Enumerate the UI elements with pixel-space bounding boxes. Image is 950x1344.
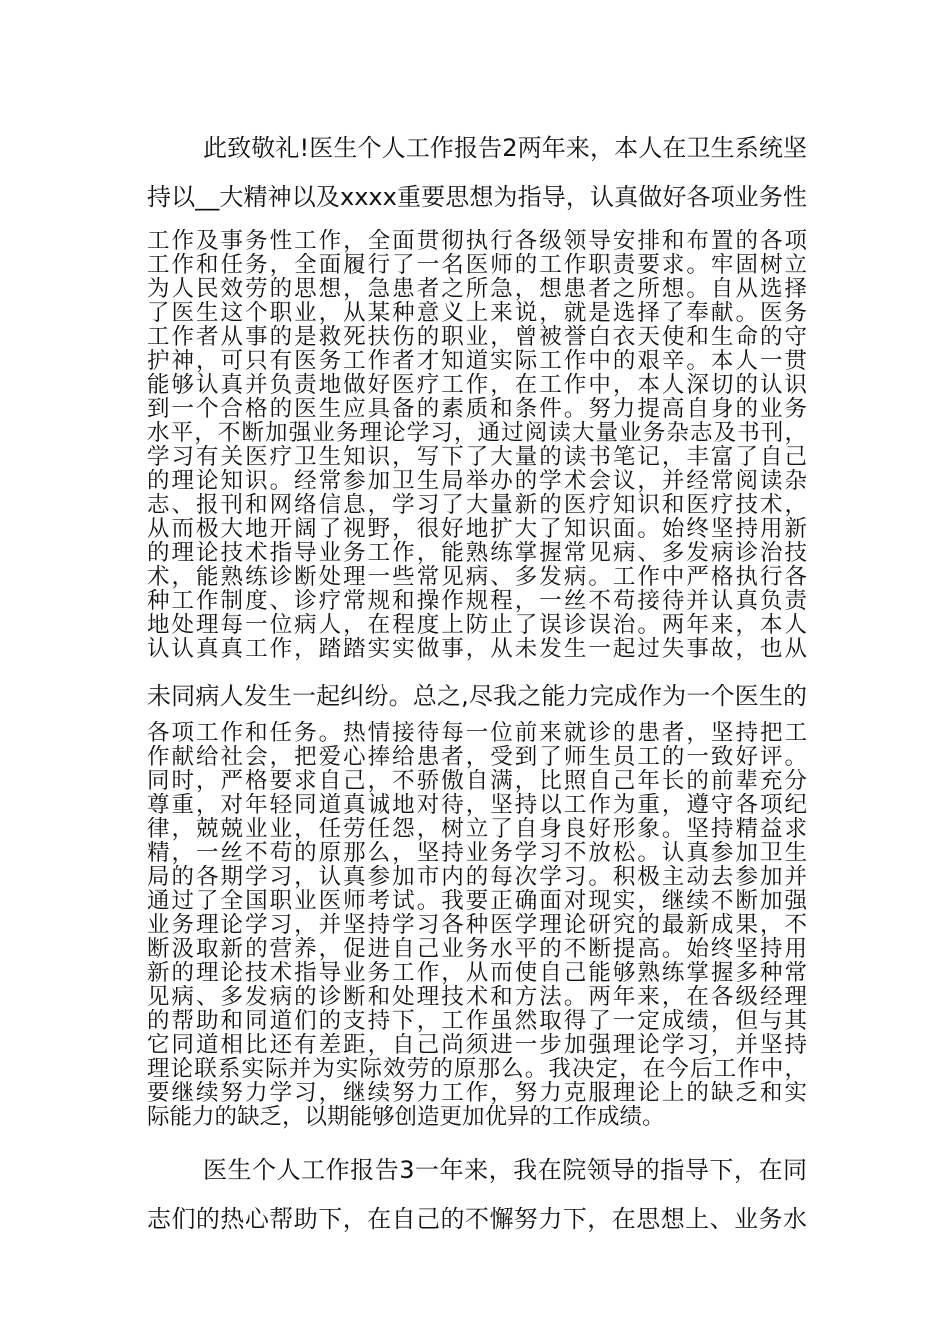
text-line: 的理论知识。经常参加卫生局举办的学术会议，并经常阅读杂: [147, 469, 807, 493]
text-line: 医生个人工作报告3一年来，我在院领导的指导下，在同: [203, 1156, 807, 1184]
text-line: 了医生这个职业，从某种意义上来说，就是选择了奉献。医务: [147, 301, 807, 325]
text-line: 为人民效劳的思想，急患者之所急，想患者之所想。自从选择: [147, 277, 807, 301]
text-line: 工作及事务性工作，全面贯彻执行各级领导安排和布置的各项: [147, 229, 807, 253]
text-line: 局的各期学习，认真参加市内的每次学习。积极主动去参加并: [147, 865, 807, 889]
text-line: 的帮助和同道们的支持下，工作虽然取得了一定成绩，但与其: [147, 1009, 807, 1033]
text-line: 未同病人发生一起纠纷。总之,尽我之能力完成作为一个医生的: [147, 682, 807, 710]
text-line: 护神，可只有医务工作者才知道实际工作中的艰辛。本人一贯: [147, 349, 807, 373]
text-line: 到一个合格的医生应具备的素质和条件。努力提高自身的业务: [147, 397, 807, 421]
text-line: 地处理每一位病人，在程度上防止了误诊误治。两年来，本人: [147, 613, 807, 637]
text-line: 学习有关医疗卫生知识，写下了大量的读书笔记，丰富了自己: [147, 445, 807, 469]
text-line: 各项工作和任务。热情接待每一位前来就诊的患者，坚持把工: [147, 721, 807, 745]
text-line: 新的理论技术指导业务工作，从而使自己能够熟练掌握多种常: [147, 961, 807, 985]
text-line: 要继续努力学习，继续努力工作，努力克服理论上的缺乏和实: [147, 1081, 807, 1105]
text-line: 从而极大地开阔了视野，很好地扩大了知识面。始终坚持用新: [147, 517, 807, 541]
text-line: 同时，严格要求自己，不骄傲自满，比照自己年长的前辈充分: [147, 769, 807, 793]
text-line: 尊重，对年轻同道真诚地对待，坚持以工作为重，遵守各项纪: [147, 793, 807, 817]
text-line: 工作和任务，全面履行了一名医师的工作职责要求。牢固树立: [147, 253, 807, 277]
text-line: 志们的热心帮助下，在自己的不懈努力下，在思想上、业务水: [147, 1205, 807, 1233]
text-line: 它同道相比还有差距，自己尚须进一步加强理论学习，并坚持: [147, 1033, 807, 1057]
text-line: 断汲取新的营养，促进自己业务水平的不断提高。始终坚持用: [147, 937, 807, 961]
text-line: 水平，不断加强业务理论学习，通过阅读大量业务杂志及书刊，: [147, 421, 807, 445]
text-line: 通过了全国职业医师考试。我要正确面对现实，继续不断加强: [147, 889, 807, 913]
text-line: 种工作制度、诊疗常规和操作规程，一丝不苟接待并认真负责: [147, 589, 807, 613]
text-line: 理论联系实际并为实际效劳的原那么。我决定，在今后工作中，: [147, 1057, 807, 1081]
text-line: 志、报刊和网络信息，学习了大量新的医疗知识和医疗技术，: [147, 493, 807, 517]
text-line: 能够认真并负责地做好医疗工作，在工作中，本人深切的认识: [147, 373, 807, 397]
text-line: 术，能熟练诊断处理一些常见病、多发病。工作中严格执行各: [147, 565, 807, 589]
text-line: 见病、多发病的诊断和处理技术和方法。两年来，在各级经理: [147, 985, 807, 1009]
text-line: 业务理论学习，并坚持学习各种医学理论研究的最新成果，不: [147, 913, 807, 937]
text-line: 精，一丝不苟的原那么，坚持业务学习不放松。认真参加卫生: [147, 841, 807, 865]
text-line: 持以__大精神以及xxxx重要思想为指导，认真做好各项业务性: [147, 183, 807, 211]
text-line: 工作者从事的是救死扶伤的职业，曾被誉白衣天使和生命的守: [147, 325, 807, 349]
text-line: 际能力的缺乏，以期能够创造更加优异的工作成绩。: [147, 1105, 665, 1129]
text-line: 作献给社会，把爱心捧给患者，受到了师生员工的一致好评。: [147, 745, 807, 769]
text-line: 此致敬礼!医生个人工作报告2两年来，本人在卫生系统坚: [203, 134, 807, 162]
text-line: 律，兢兢业业，任劳任怨，树立了自身良好形象。坚持精益求: [147, 817, 807, 841]
text-line: 的理论技术指导业务工作，能熟练掌握常见病、多发病诊治技: [147, 541, 807, 565]
text-line: 认认真真工作，踏踏实实做事，从未发生一起过失事故，也从: [147, 637, 807, 661]
